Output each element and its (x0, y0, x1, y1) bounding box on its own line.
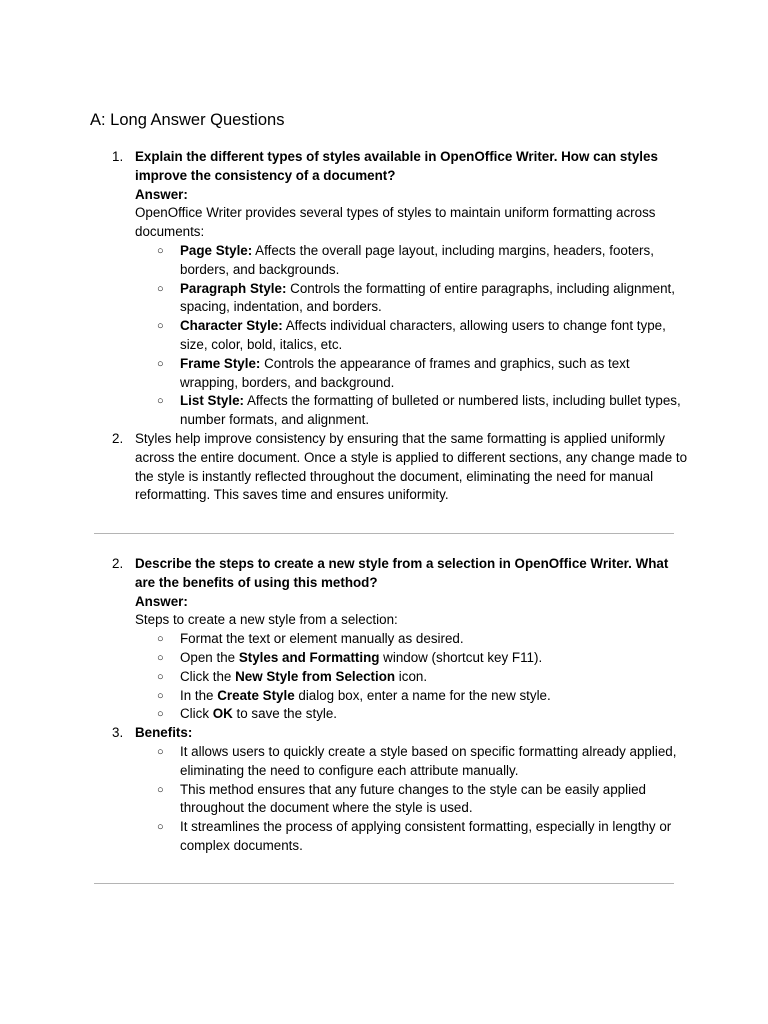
item-term: Paragraph Style: (180, 280, 287, 296)
list-item (135, 317, 690, 355)
item-desc: Controls the formatting of entire paragraphs, including alignment, spacing, indentation, and borders. (180, 280, 675, 315)
point-number: 2. (112, 430, 124, 446)
item-term: Page Style: (180, 242, 253, 258)
list-item (135, 668, 690, 687)
step-bold: New Style from Selection (235, 668, 396, 684)
benefits-item (90, 724, 690, 856)
style-types-list (135, 242, 690, 430)
question-1 (90, 148, 690, 430)
benefit-text: It allows users to quickly create a style based on specific formatting already applied, eliminating the need to configure each attribute manually. (180, 743, 677, 778)
bullet-icon: ○ (157, 670, 164, 683)
question-text: Describe the steps to create a new style from a selection in OpenOffice Writer. What are the benefits of using this method? (135, 556, 669, 590)
benefits-list (135, 743, 690, 856)
step-bold: Styles and Formatting (238, 649, 380, 665)
list-item (135, 392, 690, 430)
benefits-label: Benefits: (135, 725, 193, 741)
step-bold: OK (212, 706, 233, 722)
bullet-icon: ○ (157, 651, 164, 664)
question-1-block (90, 148, 690, 505)
question-number: 2. (112, 556, 124, 571)
point-text: Styles help improve consistency by ensuring that the same formatting is applied uniformly across the entire document. Once a style is applied to different sections, any change made to the style is instantly reflected throughout the document, eliminating the need for manual reformatting. This saves time and ensures uniformity. (135, 430, 688, 503)
bullet-icon: ○ (157, 633, 164, 646)
step-bold: Create Style (217, 687, 295, 703)
step-text-end: to save the style. (232, 706, 338, 722)
question-2 (90, 555, 690, 724)
item-term: List Style: (180, 393, 244, 409)
benefit-text: This method ensures that any future changes to the style can be easily applied throughout the document where the style is used. (180, 781, 646, 816)
question-text: Explain the different types of styles available in OpenOffice Writer. How can styles improve the consistency of a document? (135, 149, 658, 183)
answer-intro: OpenOffice Writer provides several types of styles to maintain uniform formatting across documents: (135, 205, 656, 240)
list-item (135, 743, 690, 781)
benefits-number: 3. (112, 725, 124, 741)
answer-point-2 (90, 430, 690, 505)
step-text: Format the text or element manually as desired. (180, 631, 464, 647)
step-text-end: window (shortcut key F11). (379, 649, 543, 665)
bullet-icon: ○ (157, 320, 164, 333)
bullet-icon: ○ (157, 357, 164, 370)
list-item (135, 781, 690, 819)
question-number: 1. (112, 149, 124, 164)
bullet-icon: ○ (157, 708, 164, 721)
answer-intro: Steps to create a new style from a selection: (135, 612, 398, 628)
bullet-icon: ○ (157, 821, 164, 834)
section-heading: A: Long Answer Questions (90, 111, 285, 129)
answer-label: Answer: (135, 593, 188, 609)
list-item (135, 705, 690, 724)
item-desc: Affects individual characters, allowing users to change font type, size, color, bold, italics, etc. (180, 318, 666, 352)
benefit-text: It streamlines the process of applying consistent formatting, especially in lengthy or complex documents. (180, 819, 672, 853)
item-desc: Affects the overall page layout, including margins, headers, footers, borders, and backgrounds. (180, 242, 654, 277)
step-text-end: dialog box, enter a name for the new style. (294, 687, 551, 703)
bullet-icon: ○ (157, 783, 164, 796)
divider (94, 533, 674, 534)
list-item (135, 355, 690, 393)
list-item (135, 630, 690, 649)
bullet-icon: ○ (157, 282, 164, 295)
step-text: Click (180, 706, 213, 722)
item-term: Character Style: (180, 318, 283, 334)
answer-label: Answer: (135, 186, 188, 202)
step-text: In the (180, 687, 218, 703)
item-desc: Affects the formatting of bulleted or numbered lists, including bullet types, number formats, and alignment. (180, 393, 681, 428)
divider (94, 883, 674, 884)
question-2-block (90, 555, 690, 856)
steps-list (135, 630, 690, 724)
bullet-icon: ○ (157, 395, 164, 408)
bullet-icon: ○ (157, 745, 164, 758)
step-text: Open the (180, 649, 239, 665)
step-text: Click the (180, 668, 236, 684)
bullet-icon: ○ (157, 244, 164, 257)
list-item (135, 242, 690, 280)
list-item (135, 687, 690, 706)
list-item (135, 818, 690, 856)
step-text-end: icon. (395, 668, 428, 684)
list-item (135, 649, 690, 668)
item-desc: Controls the appearance of frames and graphics, such as text wrapping, borders, and background. (180, 355, 630, 390)
bullet-icon: ○ (157, 689, 164, 702)
item-term: Frame Style: (180, 355, 261, 371)
list-item (135, 280, 690, 318)
